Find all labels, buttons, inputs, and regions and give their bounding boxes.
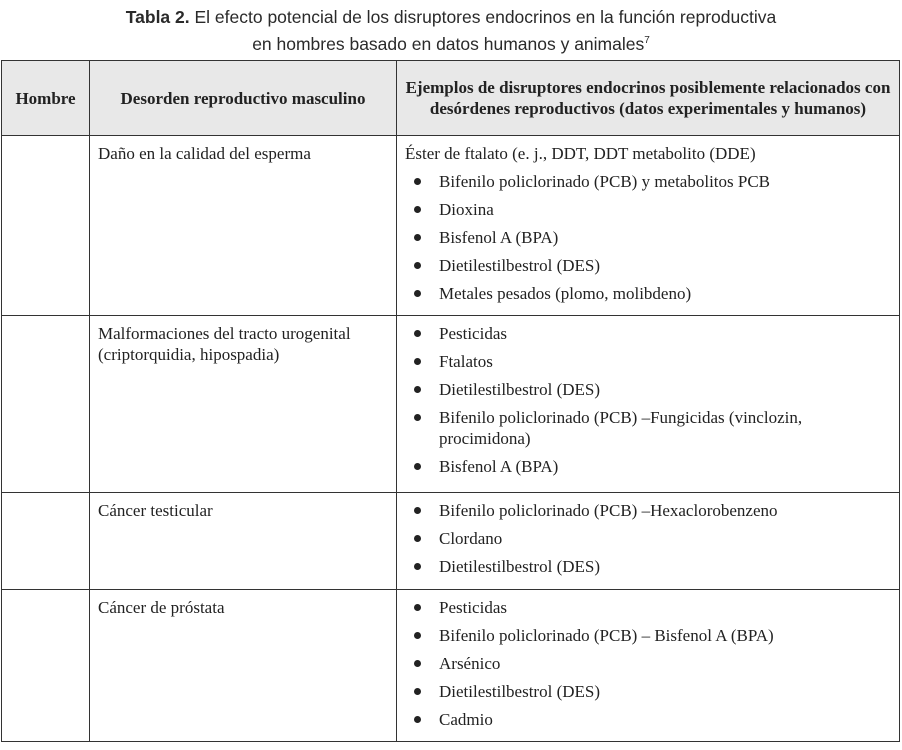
examples-cell [397,590,900,742]
list-item-text: Bifenilo policlorinado (PCB) –Hexaclorobenzeno [439,501,778,520]
examples-cell [397,493,900,590]
bullet-icon [414,234,421,241]
examples-list [405,500,891,577]
disorder-cell: Cáncer de próstata [90,590,397,742]
disorder-cell: Daño en la calidad del esperma [90,136,397,316]
list-item [405,255,891,276]
list-item-text: Bifenilo policlorinado (PCB) y metabolitos PCB [439,172,771,191]
examples-list [405,323,891,477]
table-caption [0,6,902,56]
table-row [2,590,900,742]
header-hombre: Hombre [2,61,90,136]
examples-cell [397,136,900,316]
list-item [405,709,891,730]
list-item [405,625,891,646]
table-row [2,493,900,590]
list-item [405,283,891,304]
list-item-text: Pesticidas [439,324,507,343]
header-disorder: Desorden reproductivo masculino [90,61,397,136]
caption-line-1 [0,6,902,29]
list-item-text: Pesticidas [439,598,507,617]
bullet-icon [414,660,421,667]
bullet-icon [414,206,421,213]
bullet-icon [414,414,421,421]
list-item [405,556,891,577]
bullet-icon [414,262,421,269]
list-item-text: Bifenilo policlorinado (PCB) –Fungicidas (vinclozin, procimidona) [439,408,803,448]
examples-list [405,171,891,304]
list-item-text: Arsénico [439,654,501,673]
list-item [405,351,891,372]
bullet-icon [414,507,421,514]
list-item-text: Dietilestilbestrol (DES) [439,256,601,275]
bullet-icon [414,604,421,611]
table-header-row [2,61,900,136]
list-item [405,323,891,344]
list-item-text: Ftalatos [439,352,493,371]
list-item-text: Dietilestilbestrol (DES) [439,380,601,399]
header-examples: Ejemplos de disruptores endocrinos posiblemente relacionados con desórdenes reproductivos (datos experimentales y humanos) [397,61,900,136]
row-hombre-cell [2,493,90,590]
bullet-icon [414,632,421,639]
examples-cell [397,316,900,493]
table-row [2,316,900,493]
list-item-text: Cadmio [439,710,493,729]
list-item-text: Bifenilo policlorinado (PCB) – Bisfenol A (BPA) [439,626,774,645]
bullet-icon [414,688,421,695]
list-item [405,407,891,449]
list-item [405,227,891,248]
caption-label: Tabla 2. [125,7,190,27]
row-hombre-cell [2,316,90,493]
bullet-icon [414,463,421,470]
list-item [405,528,891,549]
disorder-cell: Malformaciones del tracto urogenital (criptorquidia, hipospadia) [90,316,397,493]
list-item [405,379,891,400]
bullet-icon [414,386,421,393]
list-item-text: Bisfenol A (BPA) [439,228,559,247]
bullet-icon [414,563,421,570]
caption-line-2 [0,29,902,56]
list-item [405,681,891,702]
examples-lead-text: Éster de ftalato (e. j., DDT, DDT metabolito (DDE) [405,144,756,163]
list-item [405,199,891,220]
list-item [405,171,891,192]
list-item-text: Clordano [439,529,503,548]
bullet-icon [414,178,421,185]
table-row [2,136,900,316]
bullet-icon [414,330,421,337]
list-item-text: Metales pesados (plomo, molibdeno) [439,284,692,303]
disorder-cell: Cáncer testicular [90,493,397,590]
caption-text-2: en hombres basado en datos humanos y animales [252,33,645,54]
list-item-text: Dietilestilbestrol (DES) [439,557,601,576]
list-item-text: Bisfenol A (BPA) [439,457,559,476]
list-item [405,456,891,477]
examples-list [405,597,891,730]
caption-reference: 7 [644,35,650,46]
list-item [405,597,891,618]
caption-text-1: El efecto potencial de los disruptores endocrinos en la función reproductiva [189,7,777,27]
list-item [405,500,891,521]
row-hombre-cell [2,590,90,742]
list-item [405,653,891,674]
list-item-text: Dioxina [439,200,494,219]
disruptors-table [1,60,900,742]
bullet-icon [414,716,421,723]
bullet-icon [414,535,421,542]
bullet-icon [414,290,421,297]
row-hombre-cell [2,136,90,316]
list-item-text: Dietilestilbestrol (DES) [439,682,601,701]
bullet-icon [414,358,421,365]
